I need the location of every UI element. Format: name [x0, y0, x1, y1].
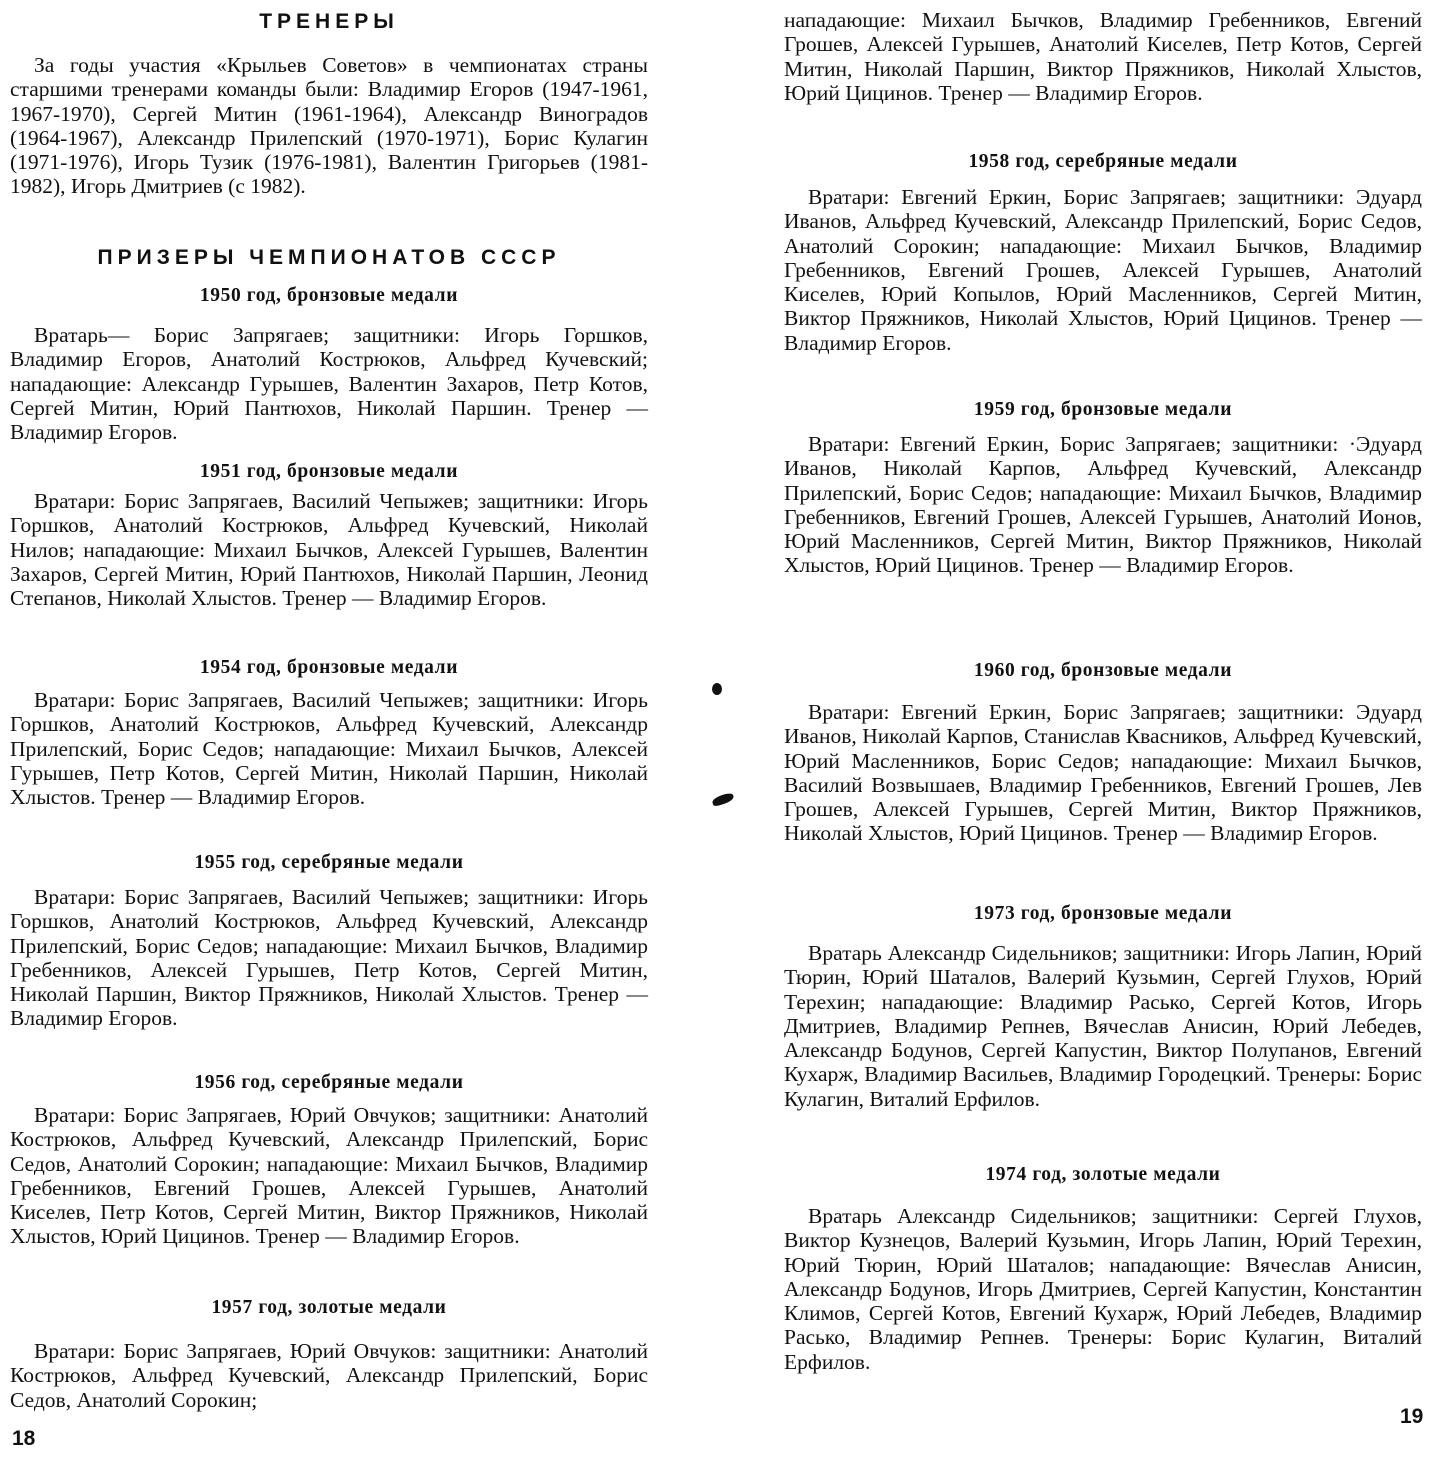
season-text-1959: Вратари: Евгений Еркин, Борис Запрягаев; защитники: ·Эдуард Иванов, Николай Карпов, Альфред Кучевский, Александр Прилепский, Борис Седов; нападающие: Михаил Бычков, Владимир Гребенников, Евгений Грошев, Алексей Гурышев, Анатолий Ионов, Юрий Масленников, Сергей Митин, Виктор Пряжников, Николай Хлыстов, Юрий Цицинов. Тренер — Владимир Егоров.: [784, 432, 1422, 578]
page-number-right: 19: [1400, 1405, 1424, 1428]
coaches-heading: ТРЕНЕРЫ: [259, 10, 399, 33]
season-text-1958: Вратари: Евгений Еркин, Борис Запрягаев; защитники: Эдуард Иванов, Альфред Кучевский, Александр Прилепский, Борис Седов, Анатолий Сорокин; нападающие: Михаил Бычков, Владимир Гребенников, Евгений Грошев, Алексей Гурышев, Анатолий Киселев, Юрий Копылов, Юрий Масленников, Сергей Митин, Виктор Пряжников, Николай Хлыстов, Юрий Цицинов. Тренер — Владимир Егоров.: [784, 185, 1422, 355]
season-heading-1958: 1958 год, серебряные медали: [968, 151, 1238, 172]
continuation-1957: нападающие: Михаил Бычков, Владимир Гребенников, Евгений Грошев, Алексей Гурышев, Анатолий Киселев, Петр Котов, Сергей Митин, Николай Паршин, Виктор Пряжников, Николай Хлыстов, Юрий Цицинов. Тренер — Владимир Егоров.: [784, 8, 1422, 105]
season-text-1960: Вратари: Евгений Еркин, Борис Запрягаев; защитники: Эдуард Иванов, Николай Карпов, Станислав Квасников, Альфред Кучевский, Юрий Масленников, Борис Седов; нападающие: Михаил Бычков, Василий Возвышаев, Владимир Гребенников, Евгений Грошев, Лев Грошев, Алексей Гурышев, Сергей Митин, Виктор Пряжников, Николай Хлыстов, Юрий Цицинов. Тренер — Владимир Егоров.: [784, 700, 1422, 846]
season-text-1973: Вратарь Александр Сидельников; защитники: Игорь Лапин, Юрий Тюрин, Юрий Шаталов, Валерий Кузьмин, Сергей Глухов, Юрий Терехин; нападающие: Владимир Расько, Сергей Котов, Игорь Дмитриев, Владимир Репнев, Вячеслав Анисин, Юрий Лебедев, Александр Бодунов, Сергей Капустин, Виктор Полупанов, Евгений Кухарж, Владимир Васильев, Владимир Городецкий. Тренеры: Борис Кулагин, Виталий Ерфилов.: [784, 941, 1422, 1111]
season-heading-1974: 1974 год, золотые медали: [985, 1164, 1221, 1185]
season-heading-1959: 1959 год, бронзовые медали: [973, 399, 1233, 420]
medalists-heading: ПРИЗЕРЫ ЧЕМПИОНАТОВ СССР: [97, 246, 561, 269]
season-heading-1960: 1960 год, бронзовые медали: [973, 660, 1233, 681]
season-text-1957: Вратари: Борис Запрягаев, Юрий Овчуков: защитники: Анатолий Кострюков, Альфред Кучевский, Александр Прилепский, Борис Седов, Анатолий Сорокин;: [10, 1339, 648, 1412]
season-heading-1951: 1951 год, бронзовые медали: [199, 461, 459, 482]
season-text-1956: Вратари: Борис Запрягаев, Юрий Овчуков; защитники: Анатолий Кострюков, Альфред Кучевский, Александр Прилепский, Борис Седов, Анатолий Сорокин; нападающие: Михаил Бычков, Владимир Гребенников, Евгений Грошев, Алексей Гурышев, Анатолий Киселев, Петр Котов, Сергей Митин, Виктор Пряжников, Николай Хлыстов, Юрий Цицинов. Тренер — Владимир Егоров.: [10, 1103, 648, 1249]
season-text-1954: Вратари: Борис Запрягаев, Василий Чепыжев; защитники: Игорь Горшков, Анатолий Кострюков, Альфред Кучевский, Александр Прилепский, Борис Седов; нападающие: Михаил Бычков, Алексей Гурышев, Петр Котов, Сергей Митин, Николай Паршин, Николай Хлыстов. Тренер — Владимир Егоров.: [10, 688, 648, 810]
season-text-1951: Вратари: Борис Запрягаев, Василий Чепыжев; защитники: Игорь Горшков, Анатолий Кострюков, Альфред Кучевский, Николай Нилов; нападающие: Михаил Бычков, Алексей Гурышев, Валентин Захаров, Сергей Митин, Юрий Пантюхов, Николай Паршин, Леонид Степанов, Николай Хлыстов. Тренер — Владимир Егоров.: [10, 489, 648, 611]
season-heading-1950: 1950 год, бронзовые медали: [199, 285, 459, 306]
season-heading-1973: 1973 год, бронзовые медали: [973, 903, 1233, 924]
ink-speck: [711, 792, 735, 807]
season-heading-1957: 1957 год, золотые медали: [211, 1297, 447, 1318]
page-number-left: 18: [12, 1427, 36, 1450]
season-text-1950: Вратарь— Борис Запрягаев; защитники: Игорь Горшков, Владимир Егоров, Анатолий Кострюков, Альфред Кучевский; нападающие: Александр Гурышев, Валентин Захаров, Петр Котов, Сергей Митин, Юрий Пантюхов, Николай Паршин. Тренер — Владимир Егоров.: [10, 323, 648, 445]
season-heading-1955: 1955 год, серебряные медали: [194, 852, 464, 873]
season-heading-1956: 1956 год, серебряные медали: [194, 1072, 464, 1093]
season-text-1955: Вратари: Борис Запрягаев, Василий Чепыжев; защитники: Игорь Горшков, Анатолий Кострюков, Альфред Кучевский, Александр Прилепский, Борис Седов; нападающие: Михаил Бычков, Владимир Гребенников, Алексей Гурышев, Петр Котов, Сергей Митин, Николай Паршин, Виктор Пряжников, Николай Хлыстов. Тренер — Владимир Егоров.: [10, 885, 648, 1031]
coaches-paragraph: За годы участия «Крыльев Советов» в чемпионатах страны старшими тренерами команды были: Владимир Егоров (1947-1961, 1967-1970), Сергей Митин (1961-1964), Александр Виноградов (1964-1967), Александр Прилепский (1970-1971), Борис Кулагин (1971-1976), Игорь Тузик (1976-1981), Валентин Григорьев (1981-1982), Игорь Дмитриев (с 1982).: [10, 53, 648, 199]
season-text-1974: Вратарь Александр Сидельников; защитники: Сергей Глухов, Виктор Кузнецов, Валерий Кузьмин, Игорь Лапин, Юрий Терехин, Юрий Тюрин, Юрий Шаталов; нападающие: Вячеслав Анисин, Александр Бодунов, Игорь Дмитриев, Сергей Капустин, Константин Климов, Сергей Котов, Евгений Кухарж, Юрий Лебедев, Владимир Расько, Владимир Репнев. Тренеры: Борис Кулагин, Виталий Ерфилов.: [784, 1204, 1422, 1374]
ink-speck: [712, 683, 722, 695]
season-heading-1954: 1954 год, бронзовые медали: [199, 657, 459, 678]
